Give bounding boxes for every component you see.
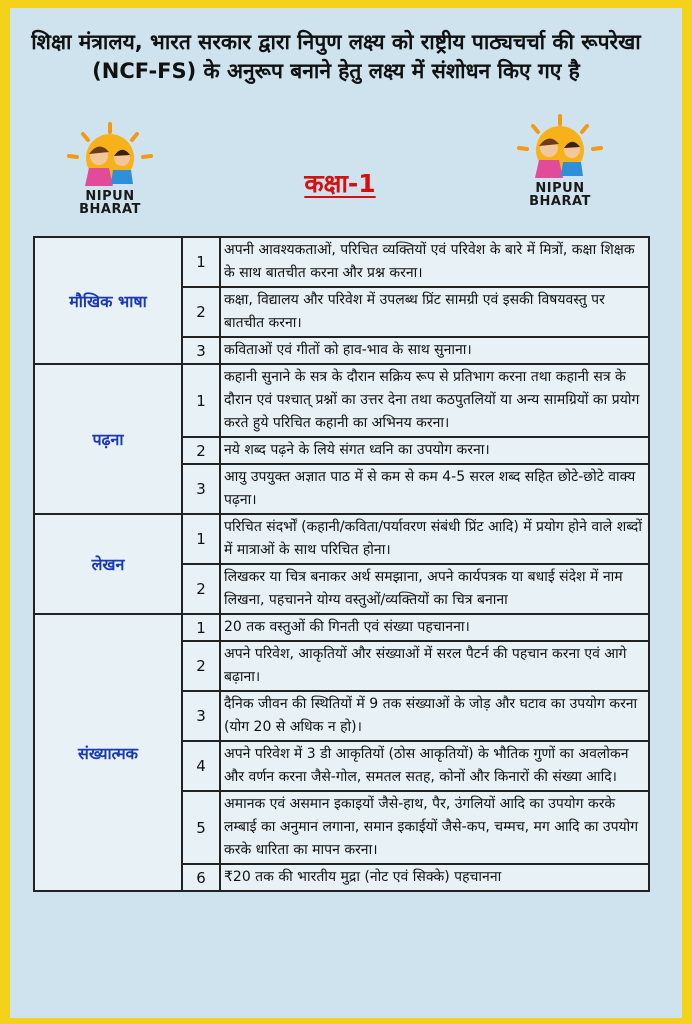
item-text: अपने परिवेश, आकृतियों और संख्याओं में सरल पैटर्न की पहचान करना एवं आगे बढ़ाना। [220, 641, 649, 691]
category-cell: लेखन [34, 514, 182, 614]
item-number: 3 [182, 464, 220, 514]
item-text: अपने परिवेश में 3 डी आकृतियों (ठोस आकृतियों) के भौतिक गुणों का अवलोकन और वर्णन करना जैसे-गोल, समतल सतह, कोनों और किनारों की संख्या आदि। [220, 741, 649, 791]
kids-sun-icon [55, 120, 165, 190]
nipun-bharat-logo-right [505, 112, 615, 217]
item-number: 2 [182, 641, 220, 691]
item-number: 1 [182, 514, 220, 564]
item-number: 2 [182, 437, 220, 464]
item-number: 5 [182, 791, 220, 864]
item-text: अपनी आवश्यकताओं, परिचित व्यक्तियों एवं परिवेश के बारे में मित्रों, कक्षा शिक्षक के साथ बातचीत करना और प्रश्न करना। [220, 237, 649, 287]
item-text: 20 तक वस्तुओं की गिनती एवं संख्या पहचानना। [220, 614, 649, 641]
item-text: कविताओं एवं गीतों को हाव-भाव के साथ सुनाना। [220, 337, 649, 364]
item-text: दैनिक जीवन की स्थितियों में 9 तक संख्याओं के जोड़ और घटाव का उपयोग करना (योग 20 से अधिक न हो)। [220, 691, 649, 741]
table-row [34, 514, 649, 564]
item-number: 1 [182, 237, 220, 287]
item-number: 3 [182, 691, 220, 741]
logo-text: NIPUN BHARAT [529, 181, 591, 209]
page-title: शिक्षा मंत्रालय, भारत सरकार द्वारा निपुण लक्ष्य को राष्ट्रीय पाठ्यचर्चा की रूपरेखा (NCF-FS) के अनुरूप बनाने हेतु लक्ष्य में संशोधन किए गए है [31, 30, 641, 83]
item-text: आयु उपयुक्त अज्ञात पाठ में से कम से कम 4-5 सरल शब्द सहित छोटे-छोटे वाक्य पढ़ना। [220, 464, 649, 514]
table-row [34, 237, 649, 287]
item-text: कक्षा, विद्यालय और परिवेश में उपलब्ध प्रिंट सामग्री एवं इसकी विषयवस्तु पर बातचीत करना। [220, 287, 649, 337]
item-number: 3 [182, 337, 220, 364]
category-cell: संख्यात्मक [34, 614, 182, 891]
item-number: 1 [182, 614, 220, 641]
item-number: 2 [182, 564, 220, 614]
logo-text: NIPUN BHARAT [79, 189, 141, 217]
item-text: कहानी सुनाने के सत्र के दौरान सक्रिय रूप से प्रतिभाग करना तथा कहानी सत्र के दौरान एवं पश्चात् प्रश्नों का उत्तर देना तथा कठपुतलियों या अन्य सामग्रियों का प्रयोग करते हुये परिचित कहानी का अभिनय करना। [220, 364, 649, 437]
item-text: ₹20 तक की भारतीय मुद्रा (नोट एवं सिक्के) पहचानना [220, 864, 649, 891]
category-cell: पढ़ना [34, 364, 182, 514]
table-row [34, 364, 649, 437]
item-text: अमानक एवं असमान इकाइयों जैसे-हाथ, पैर, उंगलियों आदि का उपयोग करके लम्बाई का अनुमान लगाना, समान इकाईयों जैसे-कप, चम्मच, मग आदि का उपयोग करके धारिता का मापन करना। [220, 791, 649, 864]
item-number: 4 [182, 741, 220, 791]
nipun-bharat-logo-left [55, 120, 165, 225]
item-text: नये शब्द पढ़ने के लिये संगत ध्वनि का उपयोग करना। [220, 437, 649, 464]
class-heading: कक्षा-1 [304, 169, 376, 198]
item-text: लिखकर या चित्र बनाकर अर्थ समझाना, अपने कार्यपत्रक या बधाई संदेश में नाम लिखना, पहचानने योग्य वस्तुओं/व्यक्तियों का चित्र बनाना [220, 564, 649, 614]
learning-goals-table [33, 236, 650, 892]
table-row [34, 614, 649, 641]
item-number: 1 [182, 364, 220, 437]
item-number: 6 [182, 864, 220, 891]
kids-sun-icon [505, 112, 615, 182]
item-number: 2 [182, 287, 220, 337]
item-text: परिचित संदर्भों (कहानी/कविता/पर्यावरण संबंधी प्रिंट आदि) में प्रयोग होने वाले शब्दों में मात्राओं के साथ परिचित होना। [220, 514, 649, 564]
category-cell: मौखिक भाषा [34, 237, 182, 364]
